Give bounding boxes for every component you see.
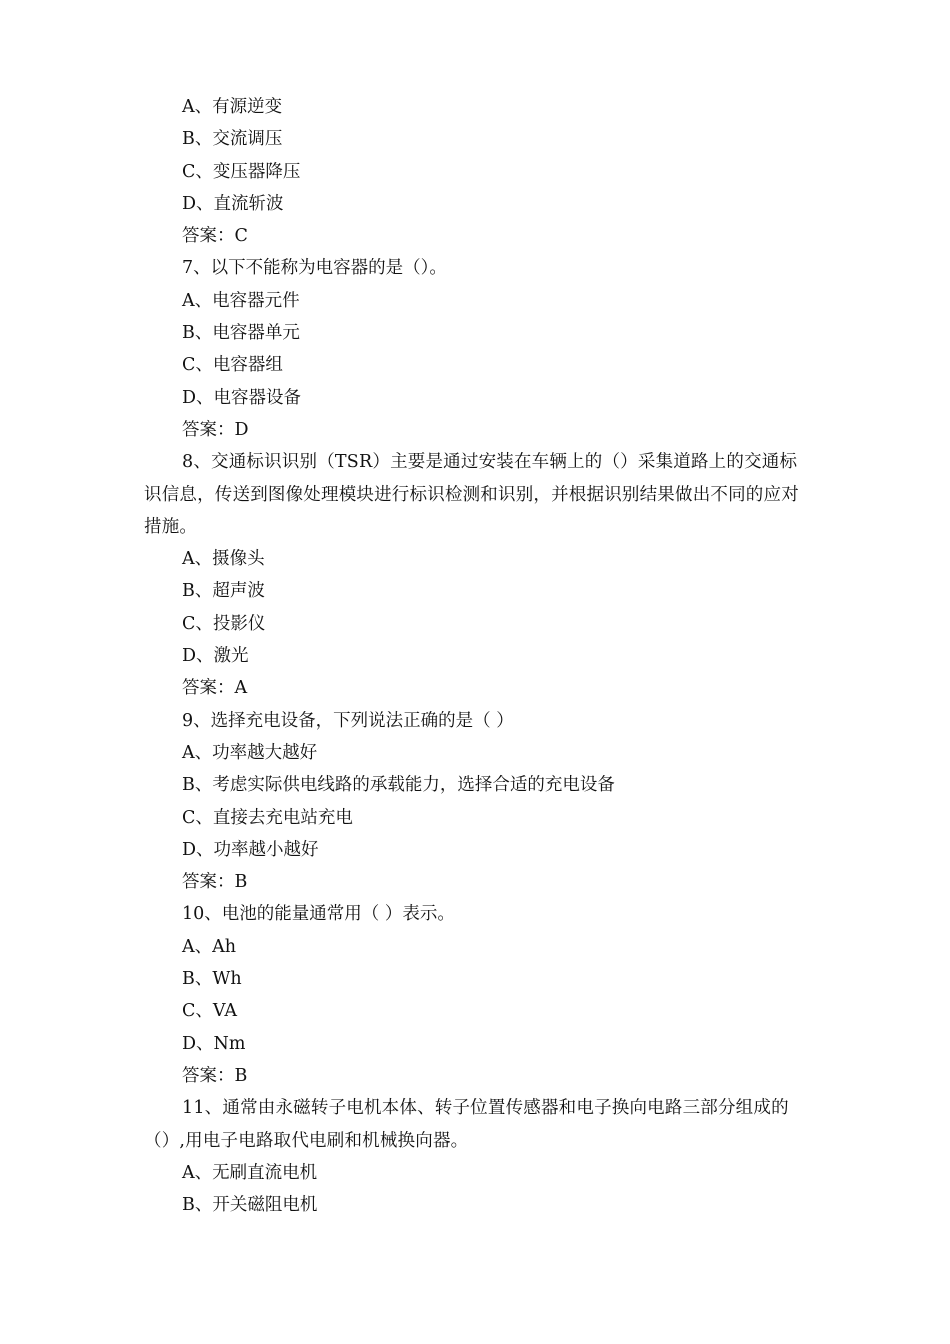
q6-option-a: A、有源逆变 xyxy=(182,97,283,117)
q8-stem: 8、交通标识识别（TSR）主要是通过安装在车辆上的（）采集道路上的交通标识信息，传送到图像处理模块进行标识检测和识别，并根据识别结果做出不同的应对措施。 xyxy=(144,452,799,537)
q7-option-d: D、电容器设备 xyxy=(182,387,302,408)
q11-option-b: B、开关磁阻电机 xyxy=(182,1195,318,1216)
q10-option-a: A、Ah xyxy=(182,936,237,957)
q8-option-a: A、摄像头 xyxy=(182,549,265,570)
q8-answer: 答案：A xyxy=(182,678,248,699)
question-list xyxy=(144,91,804,1221)
q9-option-a: A、功率越大越好 xyxy=(182,742,318,763)
q10-answer: 答案：B xyxy=(182,1065,248,1086)
q10-option-c: C、VA xyxy=(182,1001,237,1022)
q7-stem: 7、以下不能称为电容器的是（）。 xyxy=(182,258,447,279)
q6-answer: 答案：C xyxy=(182,226,248,247)
q8-option-c: C、投影仪 xyxy=(182,613,266,634)
q9-option-d: D、功率越小越好 xyxy=(182,839,319,860)
q7-option-a: A、电容器元件 xyxy=(182,290,300,311)
q6-option-c: C、变压器降压 xyxy=(182,161,301,182)
q8-option-d: D、激光 xyxy=(182,646,249,667)
q11-option-a: A、无刷直流电机 xyxy=(182,1162,318,1183)
q7-answer: 答案：D xyxy=(182,419,249,440)
q7-option-b: B、电容器单元 xyxy=(182,323,300,344)
q9-answer: 答案：B xyxy=(182,872,248,893)
q6-option-d: D、直流斩波 xyxy=(182,193,284,214)
q10-option-d: D、Nm xyxy=(182,1033,246,1054)
q10-stem: 10、电池的能量通常用（ ）表示。 xyxy=(182,904,455,925)
q9-stem: 9、选择充电设备，下列说法正确的是（ ） xyxy=(182,710,514,731)
q6-option-b: B、交流调压 xyxy=(182,129,283,150)
q8-option-b: B、超声波 xyxy=(182,581,265,602)
q11-stem: 11、通常由永磁转子电机本体、转子位置传感器和电子换向电路三部分组成的（）,用电子电路取代电刷和机械换向器。 xyxy=(144,1098,789,1151)
q10-option-b: B、Wh xyxy=(182,969,242,990)
q9-option-c: C、直接去充电站充电 xyxy=(182,807,353,828)
q7-option-c: C、电容器组 xyxy=(182,355,283,376)
q9-option-b: B、考虑实际供电线路的承载能力，选择合适的充电设备 xyxy=(182,775,615,796)
